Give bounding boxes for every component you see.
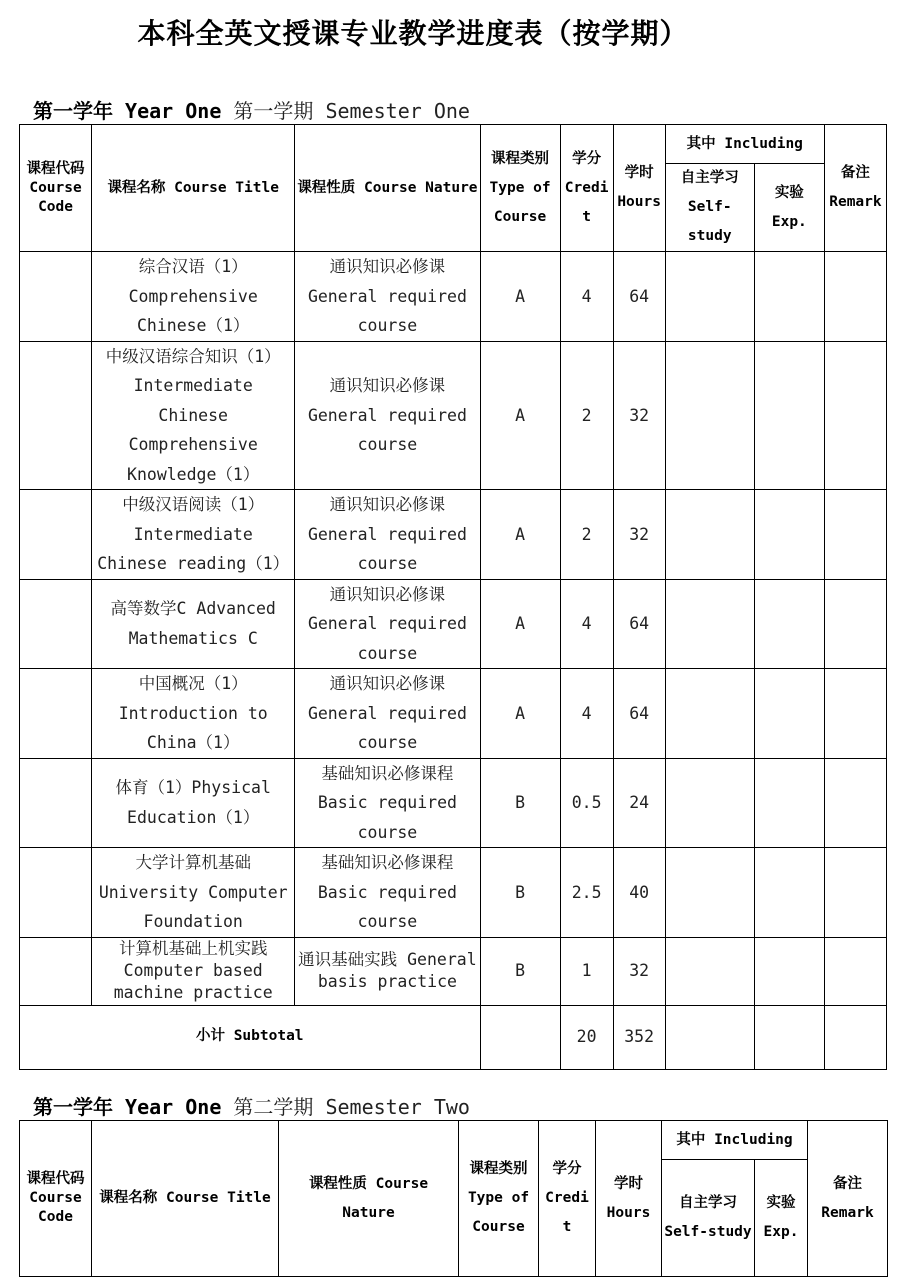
semester-two-table <box>19 1120 888 1277</box>
course-hours: 64 <box>613 669 665 759</box>
course-title: 计算机基础上机实践 Computer based machine practice <box>92 937 295 1005</box>
header-remark: 备注 Remark <box>808 1121 888 1277</box>
course-self-study <box>665 252 754 342</box>
subtotal-credit: 20 <box>560 1005 613 1069</box>
page-title: 本科全英文授课专业教学进度表（按学期） <box>137 17 689 50</box>
table-row <box>20 937 887 1005</box>
course-nature: 基础知识必修课程 Basic required course <box>295 758 480 848</box>
course-type: A <box>480 669 560 759</box>
course-self-study <box>665 341 754 490</box>
course-credit: 2 <box>560 341 613 490</box>
course-nature: 通识知识必修课 General required course <box>295 252 480 342</box>
course-nature: 通识知识必修课 General required course <box>295 669 480 759</box>
course-credit: 4 <box>560 252 613 342</box>
course-nature: 通识知识必修课 General required course <box>295 490 480 580</box>
header-hours: 学时 Hours <box>613 125 665 252</box>
header-course-nature: 课程性质 Course Nature <box>295 125 480 252</box>
course-exp <box>754 341 824 490</box>
subtotal-hours: 352 <box>613 1005 665 1069</box>
course-credit: 2 <box>560 490 613 580</box>
course-exp <box>754 252 824 342</box>
header-exp: 实验 Exp. <box>754 164 824 252</box>
subtotal-type <box>480 1005 560 1069</box>
header-credit: 学分 Credit <box>560 125 613 252</box>
table-row <box>20 252 887 342</box>
header-course-type: 课程类别 Type of Course <box>459 1121 539 1277</box>
header-course-title: 课程名称 Course Title <box>92 1121 279 1277</box>
course-type: B <box>480 937 560 1005</box>
table-row <box>20 579 887 669</box>
table-row <box>20 341 887 490</box>
course-remark <box>824 758 886 848</box>
course-exp <box>754 579 824 669</box>
course-self-study <box>665 937 754 1005</box>
course-credit: 2.5 <box>560 848 613 938</box>
table-row <box>20 669 887 759</box>
header-self-study: 自主学习 Self-study <box>662 1160 755 1277</box>
semester-one-table <box>19 124 887 1070</box>
course-self-study <box>665 579 754 669</box>
course-credit: 0.5 <box>560 758 613 848</box>
course-self-study <box>665 490 754 580</box>
course-title: 综合汉语（1） Comprehensive Chinese（1） <box>92 252 295 342</box>
course-hours: 64 <box>613 579 665 669</box>
header-course-code: 课程代码 Course Code <box>20 1121 92 1277</box>
course-remark <box>824 252 886 342</box>
course-type: A <box>480 341 560 490</box>
subtotal-remark <box>824 1005 886 1069</box>
term-label: 第一学期 Semester One <box>233 99 470 123</box>
course-title: 中国概况（1） Introduction to China（1） <box>92 669 295 759</box>
course-code <box>20 669 92 759</box>
header-credit: 学分 Credit <box>539 1121 596 1277</box>
course-code <box>20 252 92 342</box>
header-hours: 学时 Hours <box>596 1121 662 1277</box>
course-type: A <box>480 579 560 669</box>
course-nature: 基础知识必修课程 Basic required course <box>295 848 480 938</box>
course-remark <box>824 579 886 669</box>
course-hours: 32 <box>613 937 665 1005</box>
course-hours: 32 <box>613 490 665 580</box>
semester-one-heading <box>33 95 470 124</box>
course-title: 中级汉语阅读（1） Intermediate Chinese reading（1） <box>92 490 295 580</box>
semester-two-heading <box>33 1091 470 1120</box>
header-including: 其中 Including <box>662 1121 808 1160</box>
course-hours: 32 <box>613 341 665 490</box>
course-hours: 40 <box>613 848 665 938</box>
course-hours: 64 <box>613 252 665 342</box>
header-self-study: 自主学习 Self-study <box>665 164 754 252</box>
header-exp: 实验 Exp. <box>755 1160 808 1277</box>
course-credit: 1 <box>560 937 613 1005</box>
course-code <box>20 937 92 1005</box>
course-exp <box>754 848 824 938</box>
course-exp <box>754 669 824 759</box>
course-remark <box>824 937 886 1005</box>
table-row <box>20 490 887 580</box>
course-code <box>20 490 92 580</box>
course-code <box>20 341 92 490</box>
course-remark <box>824 490 886 580</box>
course-title: 体育（1）Physical Education（1） <box>92 758 295 848</box>
course-remark <box>824 341 886 490</box>
header-course-type: 课程类别 Type of Course <box>480 125 560 252</box>
subtotal-exp <box>754 1005 824 1069</box>
course-type: A <box>480 490 560 580</box>
header-course-title: 课程名称 Course Title <box>92 125 295 252</box>
course-type: A <box>480 252 560 342</box>
course-exp <box>754 490 824 580</box>
course-remark <box>824 669 886 759</box>
subtotal-self-study <box>665 1005 754 1069</box>
header-course-nature: 课程性质 Course Nature <box>279 1121 459 1277</box>
course-nature: 通识知识必修课 General required course <box>295 341 480 490</box>
term-label: 第二学期 Semester Two <box>233 1095 470 1119</box>
course-nature: 通识知识必修课 General required course <box>295 579 480 669</box>
header-including: 其中 Including <box>665 125 824 164</box>
year-label: 第一学年 Year One <box>33 1095 222 1119</box>
course-title: 大学计算机基础 University Computer Foundation <box>92 848 295 938</box>
table-row <box>20 848 887 938</box>
course-type: B <box>480 758 560 848</box>
course-code <box>20 758 92 848</box>
course-hours: 24 <box>613 758 665 848</box>
course-type: B <box>480 848 560 938</box>
year-label: 第一学年 Year One <box>33 99 222 123</box>
course-code <box>20 579 92 669</box>
course-self-study <box>665 848 754 938</box>
course-self-study <box>665 669 754 759</box>
course-self-study <box>665 758 754 848</box>
course-code <box>20 848 92 938</box>
course-remark <box>824 848 886 938</box>
table-row <box>20 758 887 848</box>
subtotal-row <box>20 1005 887 1069</box>
course-nature: 通识基础实践 General basis practice <box>295 937 480 1005</box>
header-course-code: 课程代码 Course Code <box>20 125 92 252</box>
header-remark: 备注 Remark <box>824 125 886 252</box>
course-title: 中级汉语综合知识（1）Intermediate Chinese Comprehensive Knowledge（1） <box>92 341 295 490</box>
course-exp <box>754 937 824 1005</box>
subtotal-label: 小计 Subtotal <box>20 1005 481 1069</box>
course-credit: 4 <box>560 579 613 669</box>
course-credit: 4 <box>560 669 613 759</box>
course-exp <box>754 758 824 848</box>
course-title: 高等数学C Advanced Mathematics C <box>92 579 295 669</box>
